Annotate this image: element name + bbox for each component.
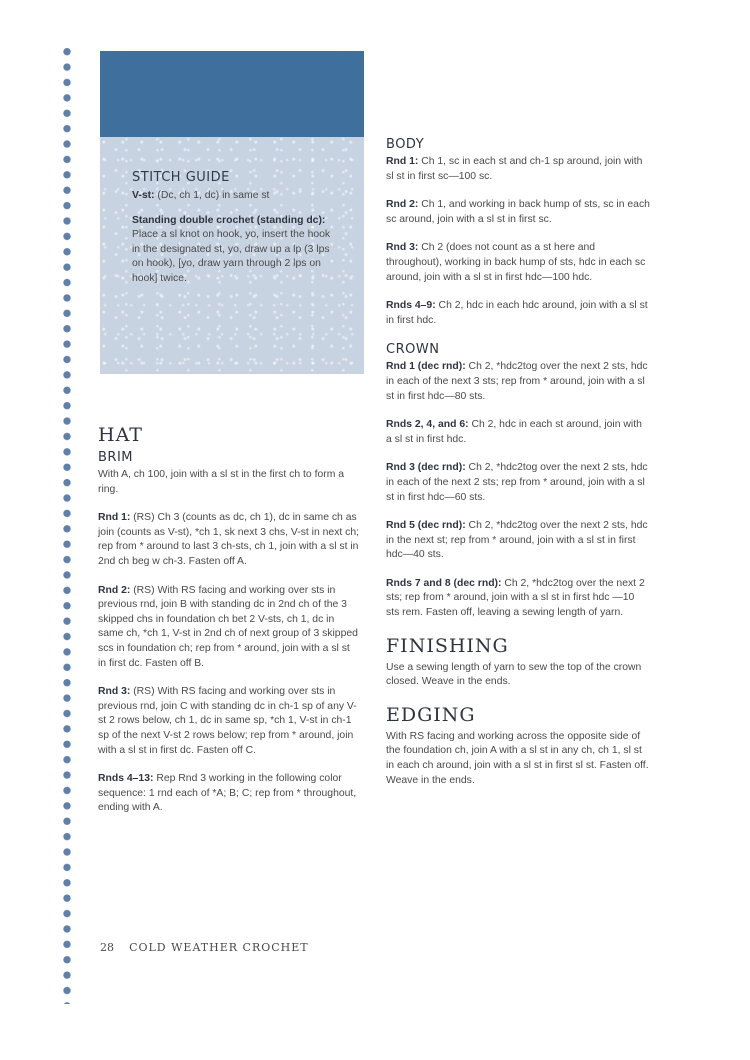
crown-rnd-1	[386, 360, 650, 404]
page-footer	[100, 941, 309, 954]
edging-text: With RS facing and working across the opposite side of the foundation ch, join A with a sl st in any ch, ch 1, sl st in each ch around, join with a sl st in first sl st. Fasten off. Weave in the ends.	[386, 730, 649, 786]
crown-rnd-5	[386, 519, 650, 563]
crown-rnds-2-4-6	[386, 418, 650, 447]
sdc-definition	[132, 214, 337, 287]
body-heading: BODY	[386, 137, 425, 152]
body-rnd-1-term: Rnd 1:	[386, 156, 419, 167]
book-title: COLD WEATHER CROCHET	[129, 941, 309, 954]
left-column	[98, 424, 360, 830]
body-rnd-1	[386, 155, 650, 184]
finishing-text: Use a sewing length of yarn to sew the top of the crown closed. Weave in the ends.	[386, 661, 642, 688]
stitch-guide-title: STITCH GUIDE	[132, 170, 230, 185]
crown-heading: CROWN	[386, 342, 440, 358]
crown-rnds-2-4-6-text: Ch 2, hdc in each st around, join with a sl st in first hdc.	[386, 419, 642, 445]
crown-rnd-3-text: Ch 2, *hdc2tog over the next 2 sts, hdc in each of the next 2 sts; rep from * around, join with a sl st in first hdc—60 sts.	[386, 462, 648, 503]
body-rnd-2	[386, 198, 650, 227]
brim-rnd-1	[98, 511, 360, 569]
body-rnds-4-9-text: Ch 2, hdc in each hdc around, join with a sl st in first hdc.	[386, 300, 648, 326]
vst-term: V-st:	[132, 190, 155, 201]
brim-rnds-4-13-text: Rep Rnd 3 working in the following color sequence: 1 rnd each of *A; B; C; rep from * throughout, ending with A.	[98, 773, 357, 814]
brim-rnd-1-term: Rnd 1:	[98, 512, 131, 524]
vst-definition	[132, 189, 337, 204]
brim-rnd-3-term: Rnd 3:	[98, 686, 131, 698]
crown-rnd-5-term: Rnd 5 (dec rnd):	[386, 520, 466, 532]
sdc-term: Standing double crochet (standing dc):	[132, 214, 326, 226]
crown-rnd-5-text: Ch 2, *hdc2tog over the next 2 sts, hdc in the next st; rep from * around, join with a sl st in first hdc—40 sts.	[386, 520, 648, 561]
spiral-binding-dots	[61, 44, 73, 1004]
brim-rnd-2	[98, 584, 360, 672]
edging-heading: EDGING	[386, 703, 476, 726]
brim-rnds-4-13	[98, 772, 360, 816]
hat-heading: HAT	[98, 424, 143, 446]
brim-rnd-2-text: (RS) With RS facing and working over sts in previous rnd, join B with standing dc in 2nd ch of the 3 skipped chs in foundation ch bet 2 V-sts, ch 1, dc in same ch, *ch 1, V-st in 2nd ch of next group of 3 skipped scs in foundation ch; rep from * around, join with a sl st in first dc. Fasten off B.	[98, 584, 358, 669]
brim-heading: BRIM	[98, 450, 134, 465]
body-rnd-2-text: Ch 1, and working in back hump of sts, sc in each sc around, join with a sl st in first sc.	[386, 199, 650, 225]
stitch-guide-content	[132, 170, 337, 297]
sdc-text: Place a sl knot on hook, yo, insert the hook in the designated st, yo, draw up a lp (3 lps on hook), [yo, draw yarn through 2 lps on hook] twice.	[132, 229, 331, 284]
body-rnd-2-term: Rnd 2:	[386, 199, 419, 211]
body-rnds-4-9	[386, 299, 650, 328]
body-rnds-4-9-term: Rnds 4–9:	[386, 300, 436, 312]
crown-rnds-7-8	[386, 577, 650, 621]
brim-rnd-3	[98, 685, 360, 758]
brim-rnd-2-term: Rnd 2:	[98, 584, 131, 596]
brim-intro: With A, ch 100, join with a sl st in the first ch to form a ring.	[98, 469, 345, 495]
right-column	[386, 137, 650, 802]
crown-rnds-2-4-6-term: Rnds 2, 4, and 6:	[386, 419, 469, 431]
crown-rnds-7-8-term: Rnds 7 and 8 (dec rnd):	[386, 577, 502, 589]
brim-rnd-1-text: (RS) Ch 3 (counts as dc, ch 1), dc in same ch as join (counts as V-st), *ch 1, sk next 3 chs, V-st in next ch; rep from * around to last 3 ch-sts, ch 1, join with a sl st in 2nd ch beg w ch-3. Fasten off A.	[98, 512, 360, 567]
crown-rnds-7-8-text: Ch 2, *hdc2tog over the next 2 sts; rep from * around, join with a sl st in first hdc —10 sts rem. Fasten off, leaving a sewing length of yarn.	[386, 577, 645, 619]
body-rnd-3	[386, 241, 650, 285]
brim-rnds-4-13-term: Rnds 4–13:	[98, 773, 154, 785]
brim-rnd-3-text: (RS) With RS facing and working over sts in previous rnd, join C with standing dc in ch-1 sp of any V-st 2 rows below, ch 1, dc in same sp, *ch 1, V-st in ch-1 sp of the next V-st 2 rows below; rep from * around, join with a sl st in first dc. Fasten off C.	[98, 686, 357, 756]
body-rnd-3-text: Ch 2 (does not count as a st here and throughout), working in back hump of sts, hdc in each sc around, join with a sl st in first hdc—100 hdc.	[386, 242, 646, 283]
body-rnd-3-term: Rnd 3:	[386, 242, 419, 254]
crown-rnd-1-text: Ch 2, *hdc2tog over the next 2 sts, hdc in each of the next 3 sts; rep from * around, join with a sl st in first hdc—80 sts.	[386, 361, 648, 402]
finishing-heading: FINISHING	[386, 634, 509, 657]
crown-rnd-3-term: Rnd 3 (dec rnd):	[386, 462, 466, 474]
stitch-guide-box	[100, 137, 364, 374]
crown-rnd-3	[386, 461, 650, 505]
body-rnd-1-text: Ch 1, sc in each st and ch-1 sp around, join with sl st in first sc—100 sc.	[386, 156, 643, 182]
header-color-block	[100, 51, 364, 137]
vst-text: (Dc, ch 1, dc) in same st	[154, 190, 270, 201]
page-number: 28	[100, 941, 114, 954]
crown-rnd-1-term: Rnd 1 (dec rnd):	[386, 361, 466, 373]
